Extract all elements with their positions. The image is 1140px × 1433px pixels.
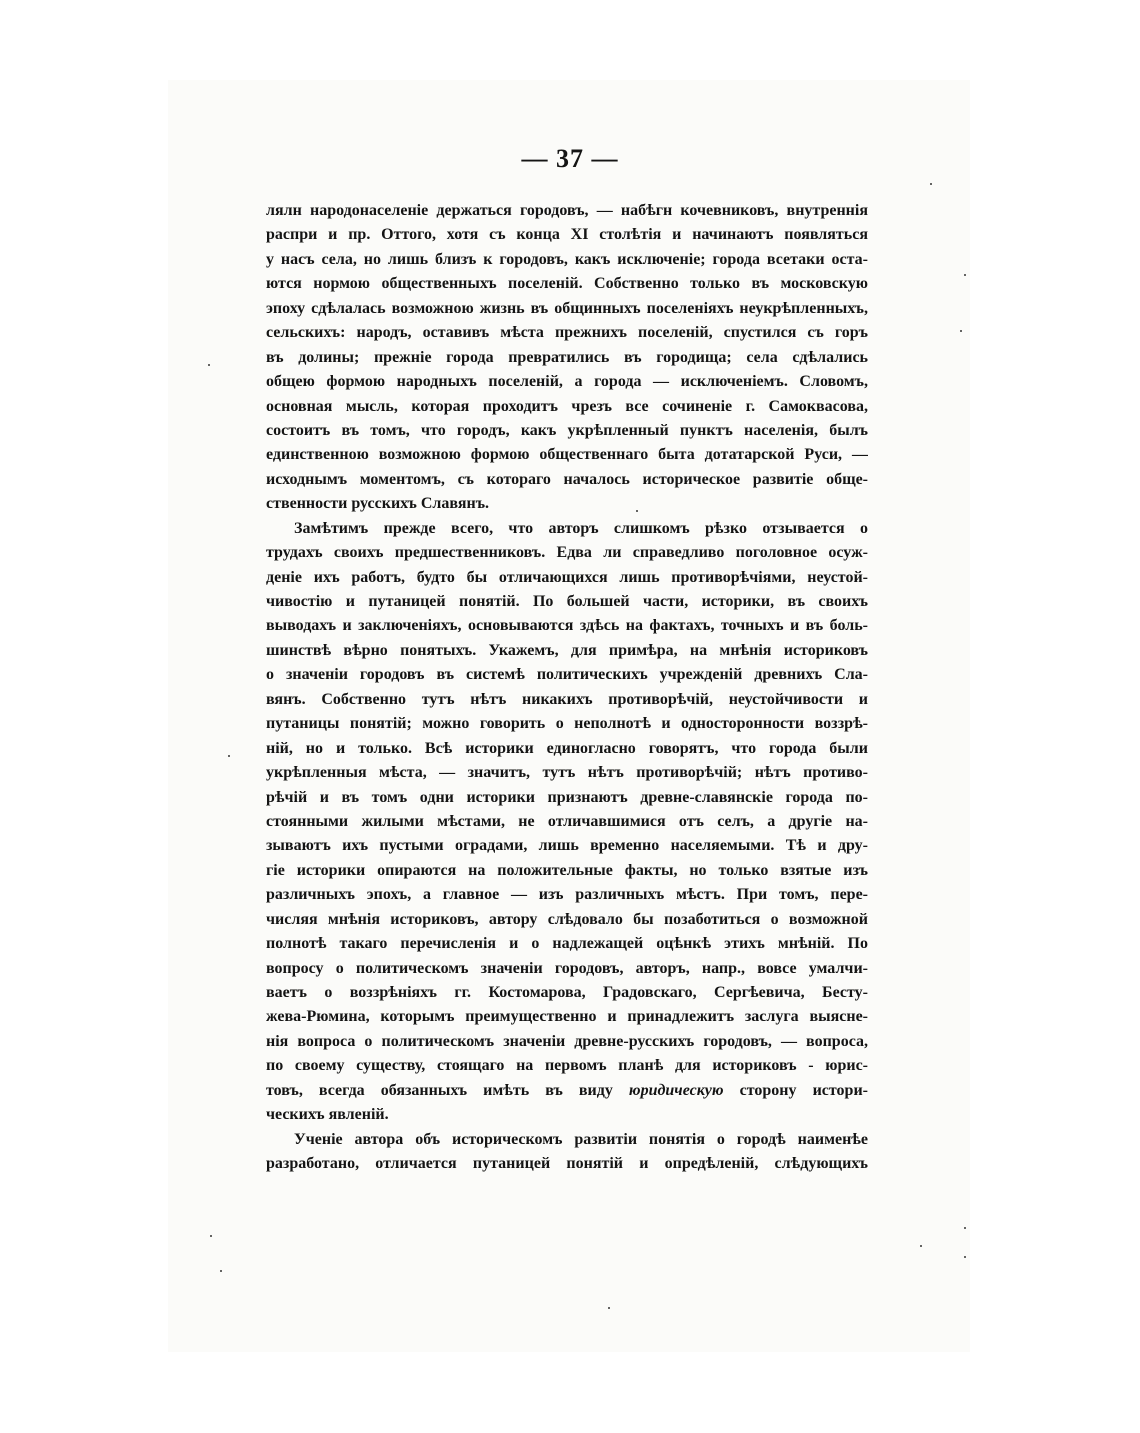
- text-line: ются нормою общественныхъ поселеній. Собственно только въ московскую: [266, 275, 868, 293]
- text-line: различныхъ эпохъ, а главное — изъ различныхъ мѣстъ. При томъ, пере-: [266, 886, 868, 904]
- text-segment: сторону истори-: [723, 1081, 868, 1099]
- text-line: числяя мнѣнія историковъ, автору слѣдовало бы позаботиться о возможной: [266, 910, 868, 928]
- body-text: [266, 199, 868, 1177]
- text-line: ческихъ явленій.: [266, 1106, 389, 1124]
- scan-speck: [608, 1307, 610, 1309]
- scan-speck: [964, 1256, 966, 1258]
- paragraph-1: [266, 199, 868, 517]
- scan-speck: [210, 1235, 212, 1237]
- scan-speck: [960, 330, 962, 332]
- text-line: Ученіе автора объ историческомъ развитіи понятія о городѣ наименѣе: [294, 1130, 868, 1148]
- text-line: ственности русскихъ Славянъ.: [266, 495, 490, 513]
- text-line: укрѣпленныя мѣста, — значитъ, тутъ нѣтъ противорѣчій; нѣтъ противо-: [266, 764, 868, 782]
- text-line: трудахъ своихъ предшественниковъ. Едва ли справедливо поголовное осуж-: [266, 544, 868, 562]
- text-line: ній, но и только. Всѣ историки единогласно говорятъ, что города были: [266, 739, 868, 757]
- scan-speck: [208, 364, 210, 366]
- text-line: въ долины; прежніе города превратились въ городища; села сдѣлались: [266, 348, 868, 366]
- text-line: эпоху сдѣлалась возможною жизнь въ общинныхъ поселеніяхъ неукрѣпленныхъ,: [266, 299, 868, 317]
- text-line: нія вопроса о политическомъ значеніи древне-русскихъ городовъ, — вопроса,: [266, 1032, 868, 1050]
- scan-speck: [636, 510, 638, 512]
- paragraph-3: [266, 1128, 868, 1177]
- text-line: лялн народонаселеніе держаться городовъ, — набѣгн кочевниковъ, внутреннія: [266, 202, 868, 219]
- text-line: путаницы понятій; можно говорить о неполнотѣ и односторонности воззрѣ-: [266, 715, 868, 733]
- text-line: исходнымъ моментомъ, съ котораго началось историческое развитіе обще-: [266, 470, 868, 488]
- text-line: ваетъ о воззрѣніяхъ гг. Костомарова, Градовскаго, Сергѣевича, Бесту-: [266, 984, 868, 1001]
- text-line: Замѣтимъ прежде всего, что авторъ слишкомъ рѣзко отзывается о: [294, 519, 868, 537]
- text-line: жева-Рюмина, которымъ преимущественно и принадлежитъ заслуга выясне-: [266, 1008, 868, 1026]
- text-line: о значеніи городовъ въ системѣ политическихъ учрежденій древнихъ Сла-: [266, 666, 868, 684]
- text-line: стоянными жилыми мѣстами, не отличавшимися отъ селъ, а другіе на-: [266, 812, 868, 830]
- text-line: разработано, отличается путаницей понятій и опредѣленій, слѣдующихъ: [266, 1155, 868, 1173]
- scan-speck: [930, 183, 932, 185]
- page-number: — 37 —: [521, 144, 619, 173]
- text-line: распри и пр. Оттого, хотя съ конца XI столѣтія и начинаютъ появляться: [266, 226, 868, 244]
- text-line: общею формою народныхъ поселеній, а города — исключеніемъ. Словомъ,: [266, 373, 868, 391]
- text-line: деніе ихъ работъ, будто бы отличающихся лишь противорѣчіями, неустой-: [266, 568, 868, 586]
- text-segment: товъ, всегда обязанныхъ имѣть въ виду: [266, 1081, 629, 1099]
- text-line: рѣчій и въ томъ одни историки признаютъ древне-славянскіе города по-: [266, 788, 868, 806]
- text-line: вянъ. Собственно тутъ нѣтъ никакихъ противорѣчій, неустойчивости и: [266, 690, 868, 708]
- scan-speck: [920, 1245, 922, 1247]
- text-line: сельскихъ: народъ, оставивъ мѣста прежнихъ поселеній, спустился съ горъ: [266, 324, 868, 342]
- scan-speck: [228, 755, 230, 757]
- text-line: по своему существу, стоящаго на первомъ планѣ для историковъ - юрис-: [266, 1057, 868, 1075]
- text-line: вопросу о политическомъ значеніи городовъ, авторъ, напр., вовсе умалчи-: [266, 959, 868, 977]
- scan-speck: [220, 1270, 222, 1272]
- text-line: гіе историки опираются на положительные факты, но только взятые изъ: [266, 861, 868, 879]
- text-line-with-emphasis: [266, 1079, 868, 1103]
- text-line: единственною возможною формою общественнаго быта дотатарской Руси, —: [266, 446, 868, 464]
- text-line: у насъ села, но лишь близъ к городовъ, какъ исключеніе; города всетаки оста-: [266, 250, 868, 268]
- text-line: полнотѣ такаго перечисленія и о надлежащей оцѣнкѣ этихъ мнѣній. По: [266, 935, 868, 953]
- text-line: шинствѣ вѣрно понятыхъ. Укажемъ, для примѣра, на мнѣнія историковъ: [266, 641, 868, 659]
- text-line: состоитъ въ томъ, что городъ, какъ укрѣпленный пунктъ населенія, былъ: [266, 421, 868, 439]
- scan-speck: [964, 274, 966, 276]
- scan-speck: [964, 1227, 966, 1229]
- emphasized-word: юридическую: [628, 1081, 724, 1099]
- text-line: выводахъ и заключеніяхъ, основываются здѣсь на фактахъ, точныхъ и въ боль-: [266, 617, 868, 635]
- text-line: основная мысль, которая проходитъ чрезъ все сочиненіе г. Самоквасова,: [266, 397, 868, 415]
- text-line: чивостію и путаницей понятій. По большей части, историки, въ своихъ: [266, 593, 868, 610]
- text-line: зываютъ ихъ пустыми оградами, лишь временно населяемыми. Тѣ и дру-: [266, 837, 868, 855]
- paragraph-2: [266, 517, 868, 1128]
